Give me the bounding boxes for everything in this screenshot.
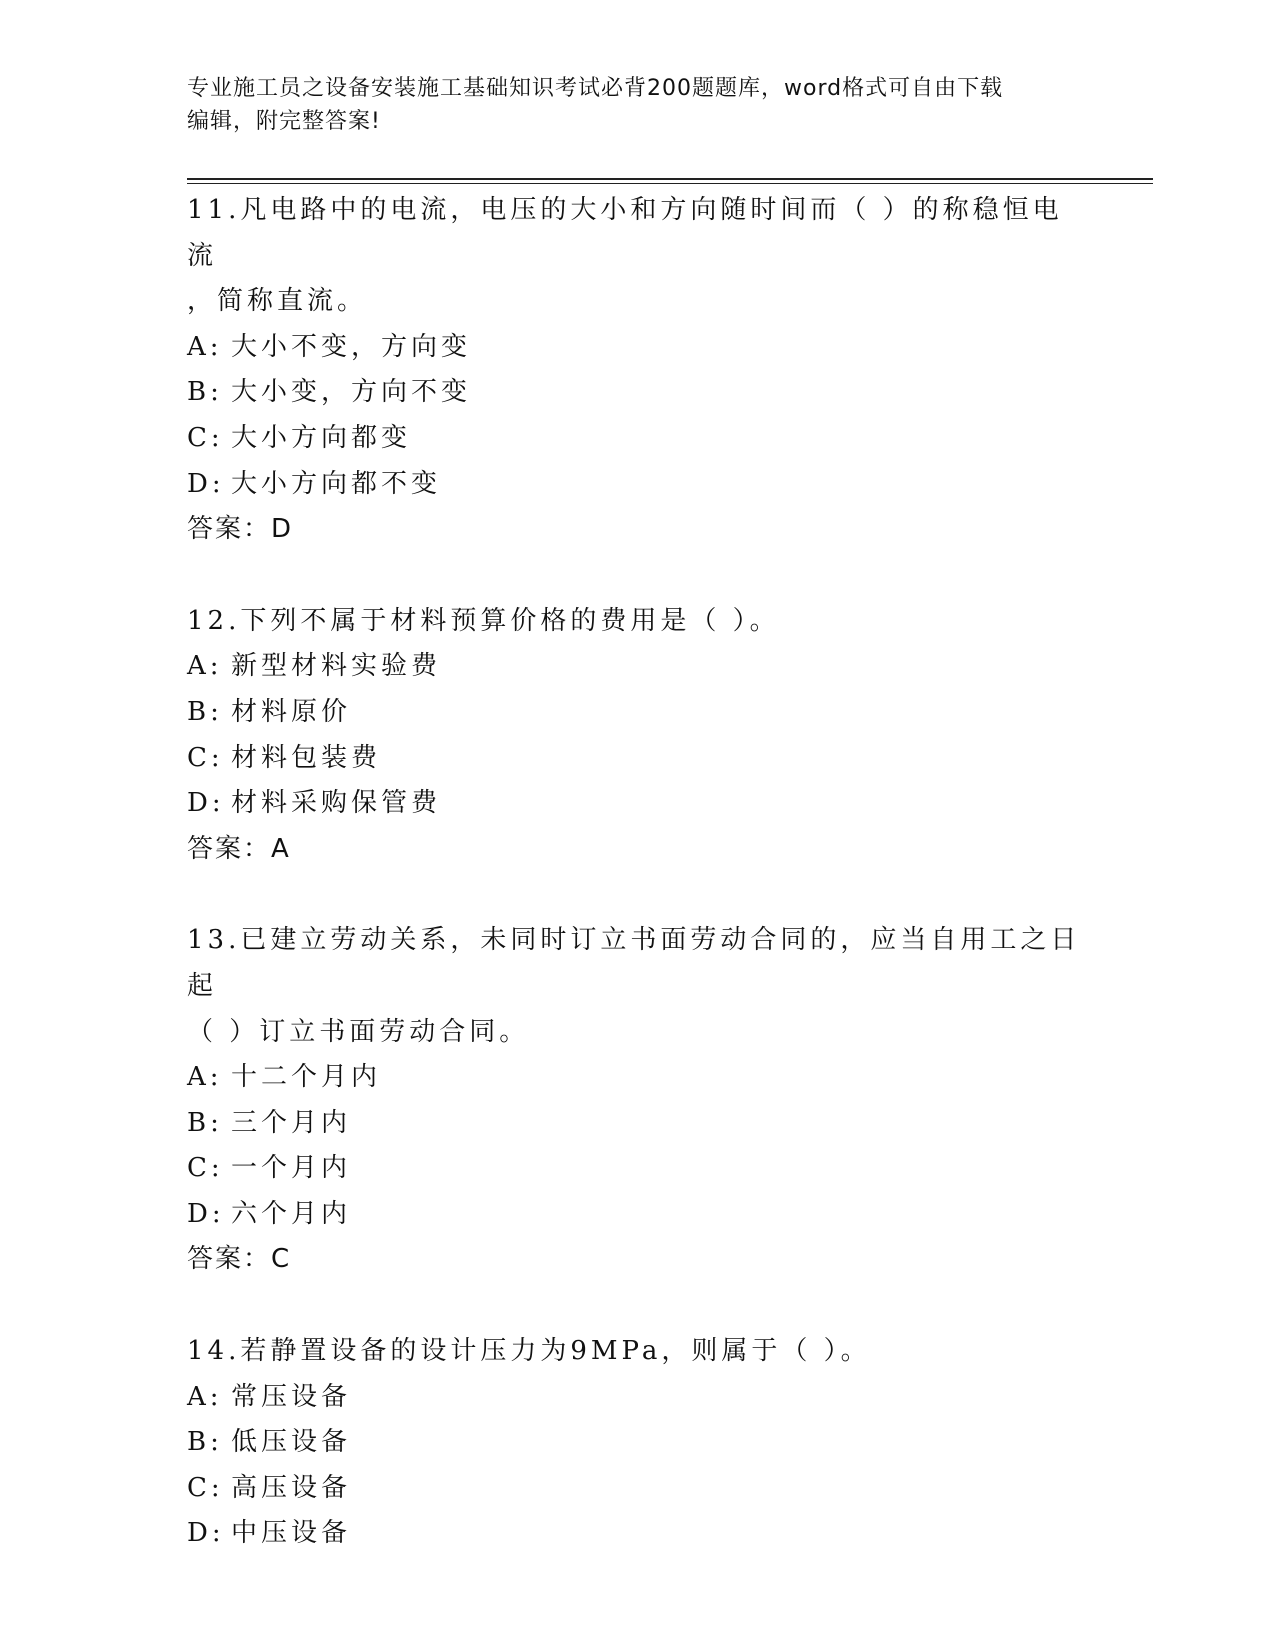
option-text: 材料采购保管费 xyxy=(231,788,442,819)
answer-option xyxy=(187,1101,1087,1147)
answer-key: 答案：C xyxy=(187,1244,292,1275)
answer-option xyxy=(187,690,1087,736)
answer-option xyxy=(187,1192,1087,1238)
header-line-2: 编辑，附完整答案! xyxy=(187,109,381,134)
question-text: （ ）订立书面劳动合同。 xyxy=(187,1016,530,1047)
option-text: 十二个月内 xyxy=(231,1062,382,1093)
option-label: C: xyxy=(187,742,224,773)
question-block xyxy=(187,1329,1087,1557)
question-text: 12.下列不属于材料预算价格的费用是（ ）。 xyxy=(187,605,780,636)
option-label: B: xyxy=(187,696,223,727)
answer-option xyxy=(187,1466,1087,1512)
option-label: D: xyxy=(187,1198,225,1229)
option-label: C: xyxy=(187,422,224,453)
option-label: A: xyxy=(187,651,223,682)
answer-option xyxy=(187,644,1087,690)
answer-option xyxy=(187,370,1087,416)
option-label: D: xyxy=(187,788,225,819)
header-divider-thin xyxy=(187,183,1153,184)
option-text: 材料包装费 xyxy=(231,742,382,773)
answer-option xyxy=(187,416,1087,462)
option-label: C: xyxy=(187,1153,224,1184)
answer-option xyxy=(187,462,1087,508)
header-divider-thick xyxy=(187,178,1153,180)
option-text: 常压设备 xyxy=(231,1381,352,1412)
answer-option xyxy=(187,1375,1087,1421)
answer-option xyxy=(187,1146,1087,1192)
option-text: 一个月内 xyxy=(231,1153,352,1184)
answer-option xyxy=(187,325,1087,371)
option-text: 大小变，方向不变 xyxy=(231,377,472,408)
option-label: B: xyxy=(187,1427,223,1458)
question-text: 11.凡电路中的电流，电压的大小和方向随时间而（ ）的称稳恒电流 xyxy=(187,195,1063,271)
header-line-1: 专业施工员之设备安装施工基础知识考试必背200题题库，word格式可自由下载 xyxy=(187,76,1004,101)
question-text: 14.若静置设备的设计压力为9MPa，则属于（ ）。 xyxy=(187,1336,871,1367)
option-label: C: xyxy=(187,1472,224,1503)
question-block xyxy=(187,599,1087,873)
option-label: A: xyxy=(187,1381,223,1412)
option-text: 大小方向都变 xyxy=(231,422,412,453)
option-label: D: xyxy=(187,1518,225,1549)
question-text: ，简称直流。 xyxy=(187,286,368,317)
answer-key: 答案：D xyxy=(187,514,294,545)
option-label: A: xyxy=(187,331,223,362)
option-text: 高压设备 xyxy=(231,1472,352,1503)
answer-option xyxy=(187,736,1087,782)
option-text: 六个月内 xyxy=(231,1198,352,1229)
question-block xyxy=(187,918,1087,1283)
answer-option xyxy=(187,1511,1087,1557)
question-list xyxy=(187,188,1087,1603)
document-header xyxy=(187,72,1087,138)
answer-option xyxy=(187,1055,1087,1101)
option-text: 大小方向都不变 xyxy=(231,468,442,499)
question-block xyxy=(187,188,1087,553)
answer-option xyxy=(187,781,1087,827)
question-text: 13.已建立劳动关系，未同时订立书面劳动合同的，应当自用工之日起 xyxy=(187,925,1081,1001)
option-label: B: xyxy=(187,377,223,408)
option-text: 新型材料实验费 xyxy=(231,651,442,682)
option-text: 低压设备 xyxy=(231,1427,352,1458)
answer-key: 答案：A xyxy=(187,833,291,864)
option-text: 材料原价 xyxy=(231,696,352,727)
option-text: 大小不变，方向变 xyxy=(231,331,472,362)
option-label: B: xyxy=(187,1107,223,1138)
option-label: D: xyxy=(187,468,225,499)
option-text: 中压设备 xyxy=(231,1518,352,1549)
option-text: 三个月内 xyxy=(231,1107,352,1138)
option-label: A: xyxy=(187,1062,223,1093)
answer-option xyxy=(187,1420,1087,1466)
